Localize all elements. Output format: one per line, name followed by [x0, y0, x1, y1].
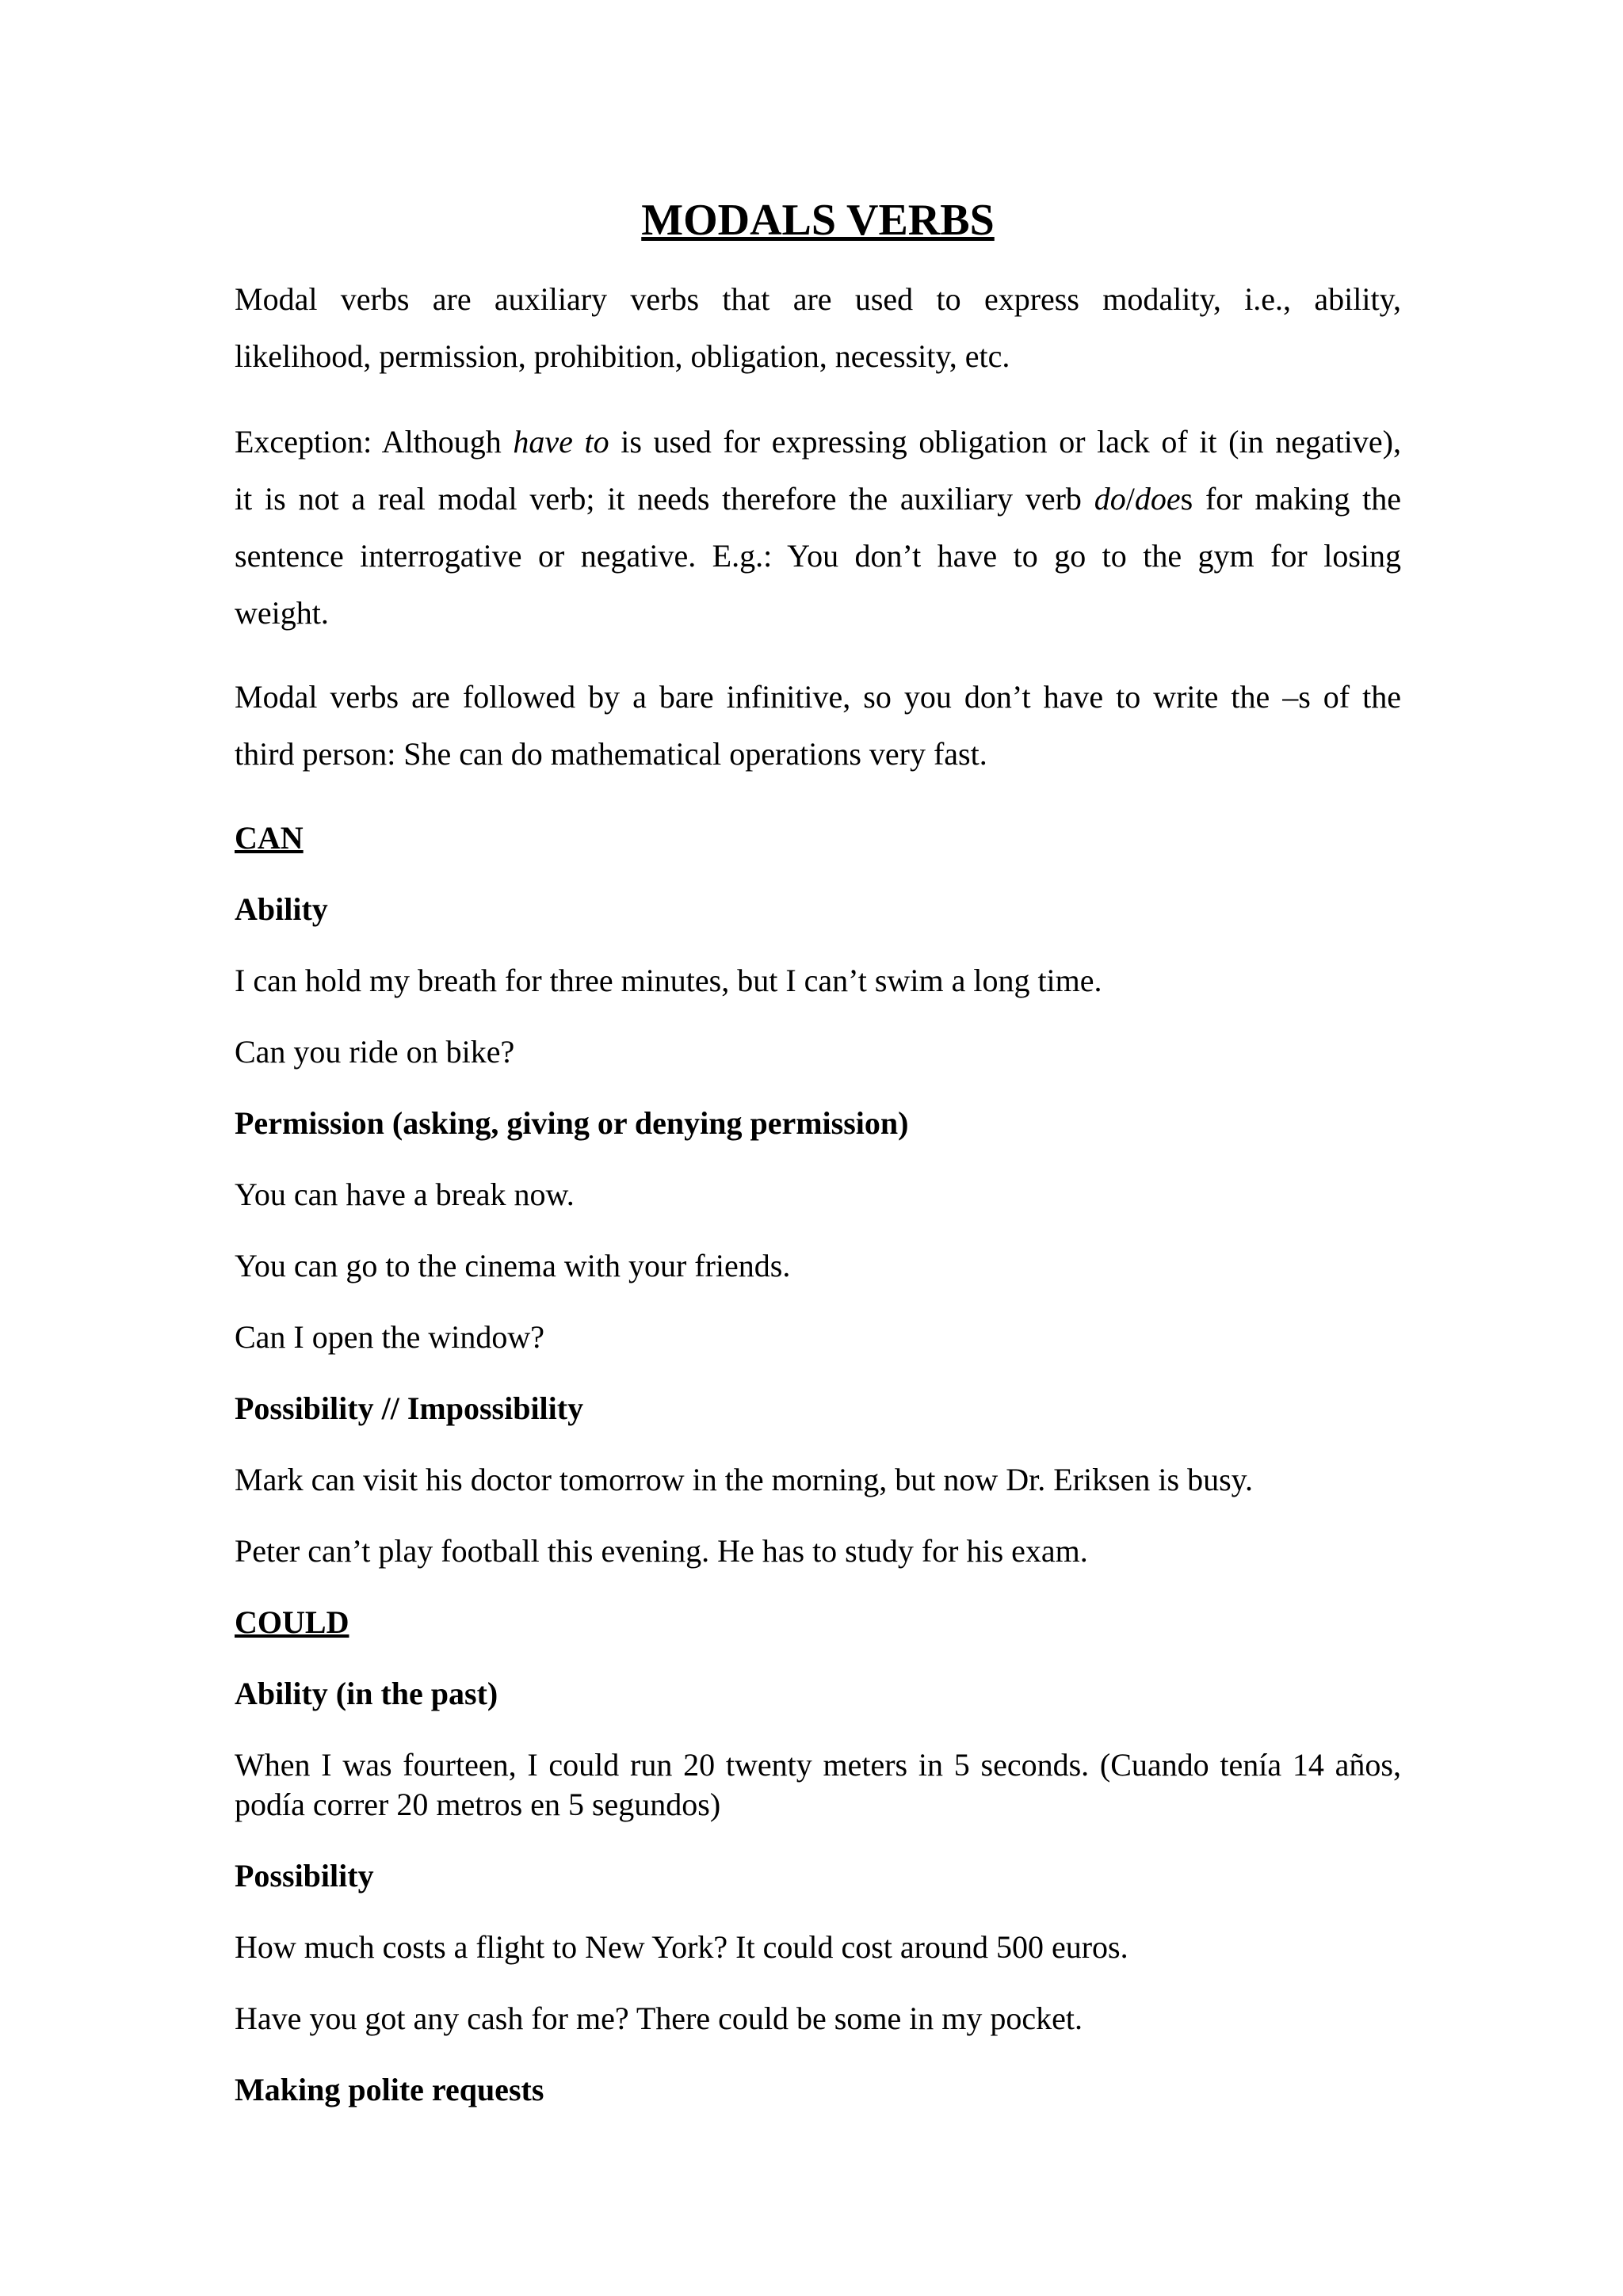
- section-title-can: CAN: [235, 820, 304, 856]
- exception-text: Exception: Although: [235, 424, 514, 460]
- can-permission-example-1: You can have a break now.: [235, 1177, 575, 1212]
- do-term: do: [1094, 481, 1126, 517]
- can-possibility-heading: Possibility // Impossibility: [235, 1390, 584, 1426]
- page-title: MODALS VERBS: [641, 196, 995, 245]
- does-term: doe: [1134, 481, 1181, 517]
- can-ability-heading: Ability: [235, 891, 328, 927]
- bare-infinitive-line-2: third person: She can do mathematical operations very fast.: [235, 736, 987, 772]
- could-possibility-example-1: How much costs a flight to New York? It could cost around 500 euros.: [235, 1929, 1128, 1965]
- can-permission-heading: Permission (asking, giving or denying permission): [235, 1105, 909, 1141]
- intro-line-2: likelihood, permission, prohibition, obligation, necessity, etc.: [235, 338, 1010, 374]
- exception-text: is used for expressing obligation or lack of it (in negative),: [609, 424, 1401, 460]
- intro-line-1: Modal verbs are auxiliary verbs that are used to express modality, i.e., ability,: [235, 281, 1401, 317]
- bare-infinitive-line-1: Modal verbs are followed by a bare infinitive, so you don’t have to write the –s of the: [235, 679, 1401, 715]
- can-possibility-example-1: Mark can visit his doctor tomorrow in the morning, but now Dr. Eriksen is busy.: [235, 1462, 1254, 1497]
- could-requests-heading: Making polite requests: [235, 2072, 544, 2107]
- could-ability-heading: Ability (in the past): [235, 1676, 498, 1711]
- have-to-term: have to: [513, 424, 609, 460]
- exception-text: s for making the: [1180, 481, 1401, 517]
- could-possibility-example-2: Have you got any cash for me? There could be some in my pocket.: [235, 2000, 1083, 2036]
- exception-separator: /: [1125, 481, 1135, 517]
- can-permission-example-2: You can go to the cinema with your friends.: [235, 1248, 791, 1283]
- exception-line-2: [235, 480, 1401, 518]
- could-ability-example-line-2: podía correr 20 metros en 5 segundos): [235, 1787, 721, 1822]
- can-possibility-example-2: Peter can’t play football this evening. He has to study for his exam.: [235, 1533, 1088, 1569]
- exception-text: it is not a real modal verb; it needs therefore the auxiliary verb: [235, 481, 1094, 517]
- can-permission-example-3: Can I open the window?: [235, 1319, 545, 1355]
- exception-line-3: sentence interrogative or negative. E.g.: You don’t have to go to the gym for losing: [235, 538, 1401, 574]
- exception-line-4: weight.: [235, 595, 329, 631]
- could-possibility-heading: Possibility: [235, 1858, 374, 1894]
- exception-line-1: [235, 423, 1401, 461]
- can-ability-example-1: I can hold my breath for three minutes, but I can’t swim a long time.: [235, 963, 1102, 998]
- section-title-could: COULD: [235, 1604, 349, 1640]
- can-ability-example-2: Can you ride on bike?: [235, 1034, 515, 1070]
- could-ability-example-line-1: When I was fourteen, I could run 20 twenty meters in 5 seconds. (Cuando tenía 14 años,: [235, 1747, 1401, 1783]
